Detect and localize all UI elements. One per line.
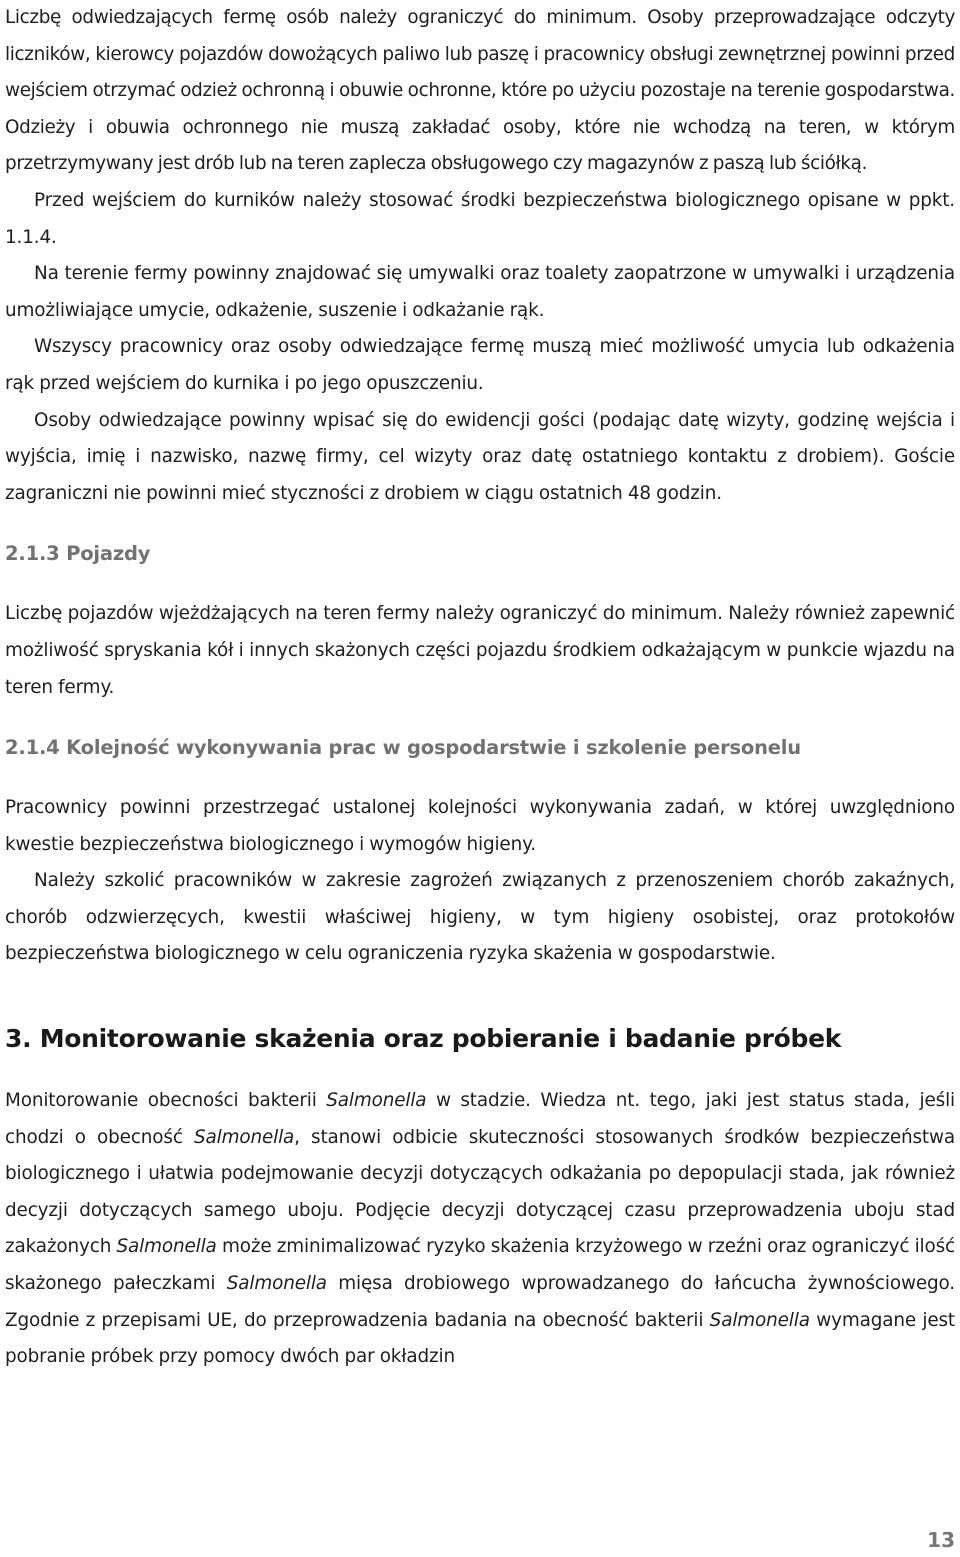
page-number: 13 <box>927 1528 955 1552</box>
paragraph-monitoring <box>5 1083 955 1376</box>
text-run: mięsa drobiowego wprowadzanego do łańcucha żywnościowego. Zgodnie z przepisami UE, do przeprowadzenia badania na obecność bakterii <box>5 1273 955 1331</box>
paragraph-biosecurity-reference: Przed wejściem do kurników należy stosować środki bezpieczeństwa biologicznego opisane w ppkt. 1.1.4. <box>5 189 955 248</box>
italic-salmonella: Salmonella <box>226 1273 327 1295</box>
text-run: wymagane jest pobranie próbek przy pomocy dwóch par okładzin <box>5 1309 955 1368</box>
text-run: Monitorowanie obecności bakterii <box>5 1090 327 1112</box>
text-run: może zminimalizować ryzyko skażenia krzyżowego w rzeźni oraz ograniczyć ilość skażonego pałeczkami <box>5 1236 955 1295</box>
italic-salmonella: Salmonella <box>709 1309 810 1331</box>
paragraph-visitors: Liczbę odwiedzających fermę osób należy ograniczyć do minimum. Osoby przeprowadzające odczyty liczników, kierowcy pojazdów dowożących paliwo lub paszę i pracownicy obsługi zewnętrznej powinni przed wejściem otrzymać odzież ochronną i obuwie ochronne, które po użyciu pozostaje na terenie gospodarstwa. Odzieży i obuwia ochronnego nie muszą zakładać osoby, które nie wchodzą na teren, w którym przetrzymywany jest drób lub na teren zaplecza obsługowego czy magazynów z paszą lub ściółką. <box>5 7 955 175</box>
paragraph-work-order: Pracownicy powinni przestrzegać ustalonej kolejności wykonywania zadań, w której uwzględniono kwestie bezpieczeństwa biologicznego i wymogów higieny. <box>5 797 955 855</box>
chapter-heading-monitoring: 3. Monitorowanie skażenia oraz pobieranie i badanie próbek <box>5 1024 842 1054</box>
paragraph-visitor-register: Osoby odwiedzające powinny wpisać się do ewidencji gości (podając datę wizyty, godzinę wejścia i wyjścia, imię i nazwisko, nazwę firmy, cel wizyty oraz datę ostatniego kontaktu z drobiem). Goście zagraniczni nie powinni mieć styczności z drobiem w ciągu ostatnich 48 godzin. <box>5 409 955 504</box>
text-run: w stadzie. Wiedza nt. tego, jaki jest status stada, jeśli chodzi o obecność <box>5 1090 955 1148</box>
italic-salmonella: Salmonella <box>326 1090 427 1112</box>
paragraph-hand-washing: Wszyscy pracownicy oraz osoby odwiedzające fermę muszą mieć możliwość umycia lub odkażenia rąk przed wejściem do kurnika i po jego opuszczeniu. <box>5 336 955 394</box>
text-run: , stanowi odbicie skuteczności stosowanych środków bezpieczeństwa biologicznego i ułatwia podejmowanie decyzji dotyczących odkażania po depopulacji stada, jak również decyzji dotyczących samego uboju. Podjęcie decyzji dotyczącej czasu przeprowadzenia uboju stad zakażonych <box>5 1126 955 1258</box>
italic-salmonella: Salmonella <box>193 1126 295 1148</box>
paragraph-vehicles: Liczbę pojazdów wjeżdżających na teren fermy należy ograniczyć do minimum. Należy również zapewnić możliwość spryskania kół i innych skażonych części pojazdu środkiem odkażającym w punkcie wjazdu na teren fermy. <box>5 603 955 698</box>
italic-salmonella: Salmonella <box>116 1236 217 1258</box>
section-heading-work-order: 2.1.4 Kolejność wykonywania prac w gospodarstwie i szkolenie personelu <box>5 736 801 760</box>
document-page <box>5 0 955 1376</box>
section-heading-vehicles: 2.1.3 Pojazdy <box>5 542 151 566</box>
paragraph-washbasins: Na terenie fermy powinny znajdować się umywalki oraz toalety zaopatrzone w umywalki i urządzenia umożliwiające umycie, odkażenie, suszenie i odkażanie rąk. <box>5 263 955 321</box>
paragraph-staff-training: Należy szkolić pracowników w zakresie zagrożeń związanych z przenoszeniem chorób zakaźnych, chorób odzwierzęcych, kwestii właściwej higieny, w tym higieny osobistej, oraz protokołów bezpieczeństwa biologicznego w celu ograniczenia ryzyka skażenia w gospodarstwie. <box>5 870 955 965</box>
